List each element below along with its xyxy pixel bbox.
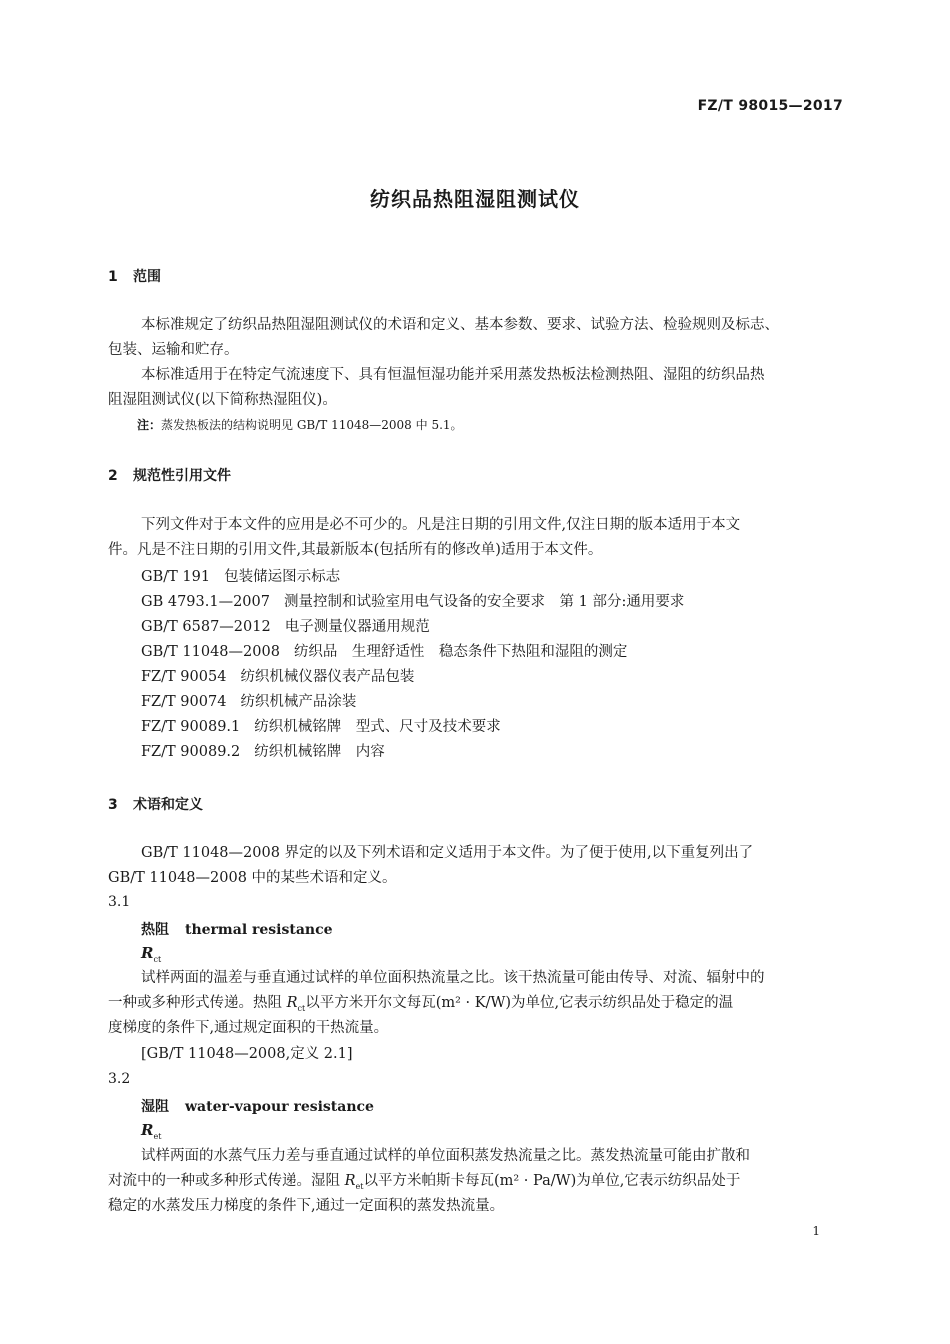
reference-item: GB/T 191 包装储运图示标志	[141, 569, 341, 585]
section-2-paragraph-line-1: 下列文件对于本文件的应用是必不可少的。凡是注日期的引用文件,仅注日期的版本适用于本文	[141, 517, 741, 533]
section-1-paragraph-1-line-1: 本标准规定了纺织品热阻湿阻测试仪的术语和定义、基本参数、要求、试验方法、检验规则及标志、	[141, 317, 779, 333]
term-definition-line-2: 一种或多种形式传递。热阻 $R_{ct}$以平方米开尔文每瓦(m² · K/W)为单位,它表示纺织品处于稳定的温	[108, 995, 734, 1013]
term-heading: 热阻 thermal resistance	[141, 922, 333, 938]
term-definition-line-1: 试样两面的温差与垂直通过试样的单位面积热流量之比。该干热流量可能由传导、对流、辐射中的	[141, 970, 765, 986]
document-title: 纺织品热阻湿阻测试仪	[370, 187, 580, 211]
term-source: [GB/T 11048—2008,定义 2.1]	[141, 1046, 353, 1062]
term-definition-line-2: 对流中的一种或多种形式传递。湿阻 $R_{et}$以平方米帕斯卡每瓦(m² · Pa/W)为单位,它表示纺织品处于	[108, 1173, 741, 1191]
reference-item: GB/T 6587—2012 电子测量仪器通用规范	[141, 619, 430, 635]
term-number: 3.2	[108, 1071, 131, 1087]
section-1-heading: 1 范围	[108, 269, 161, 285]
reference-item: FZ/T 90074 纺织机械产品涂装	[141, 694, 357, 710]
term-definition-line-3: 稳定的水蒸发压力梯度的条件下,通过一定面积的蒸发热流量。	[108, 1198, 505, 1214]
term-number: 3.1	[108, 894, 131, 910]
reference-item: GB/T 11048—2008 纺织品 生理舒适性 稳态条件下热阻和湿阻的测定	[141, 644, 628, 660]
section-3-paragraph-line-1: GB/T 11048—2008 界定的以及下列术语和定义适用于本文件。为了便于使用,以下重复列出了	[141, 845, 754, 861]
section-2-paragraph-line-2: 件。凡是不注日期的引用文件,其最新版本(包括所有的修改单)适用于本文件。	[108, 542, 603, 558]
reference-item: FZ/T 90054 纺织机械仪器仪表产品包装	[141, 669, 415, 685]
standard-number: FZ/T 98015—2017	[697, 98, 843, 114]
section-1-paragraph-1-line-2: 包装、运输和贮存。	[108, 342, 239, 358]
term-symbol: $R_{ct}$	[141, 944, 162, 964]
section-2-heading: 2 规范性引用文件	[108, 468, 231, 484]
reference-item: FZ/T 90089.1 纺织机械铭牌 型式、尺寸及技术要求	[141, 719, 501, 735]
term-heading: 湿阻 water-vapour resistance	[141, 1099, 374, 1115]
term-definition-line-3: 度梯度的条件下,通过规定面积的干热流量。	[108, 1020, 389, 1036]
term-symbol: $R_{et}$	[141, 1121, 162, 1141]
reference-item: FZ/T 90089.2 纺织机械铭牌 内容	[141, 744, 385, 760]
reference-item: GB 4793.1—2007 测量控制和试验室用电气设备的安全要求 第 1 部分:通用要求	[141, 594, 685, 610]
section-1-note: 注：蒸发热板法的结构说明见 GB/T 11048—2008 中 5.1。	[137, 418, 463, 432]
term-definition-line-1: 试样两面的水蒸气压力差与垂直通过试样的单位面积蒸发热流量之比。蒸发热流量可能由扩散和	[141, 1148, 750, 1164]
section-3-heading: 3 术语和定义	[108, 797, 203, 813]
page-number: 1	[812, 1224, 820, 1238]
section-3-paragraph-line-2: GB/T 11048—2008 中的某些术语和定义。	[108, 870, 397, 886]
section-1-paragraph-2-line-1: 本标准适用于在特定气流速度下、具有恒温恒湿功能并采用蒸发热板法检测热阻、湿阻的纺织品热	[141, 367, 765, 383]
section-1-paragraph-2-line-2: 阻湿阻测试仪(以下简称热湿阻仪)。	[108, 392, 337, 408]
